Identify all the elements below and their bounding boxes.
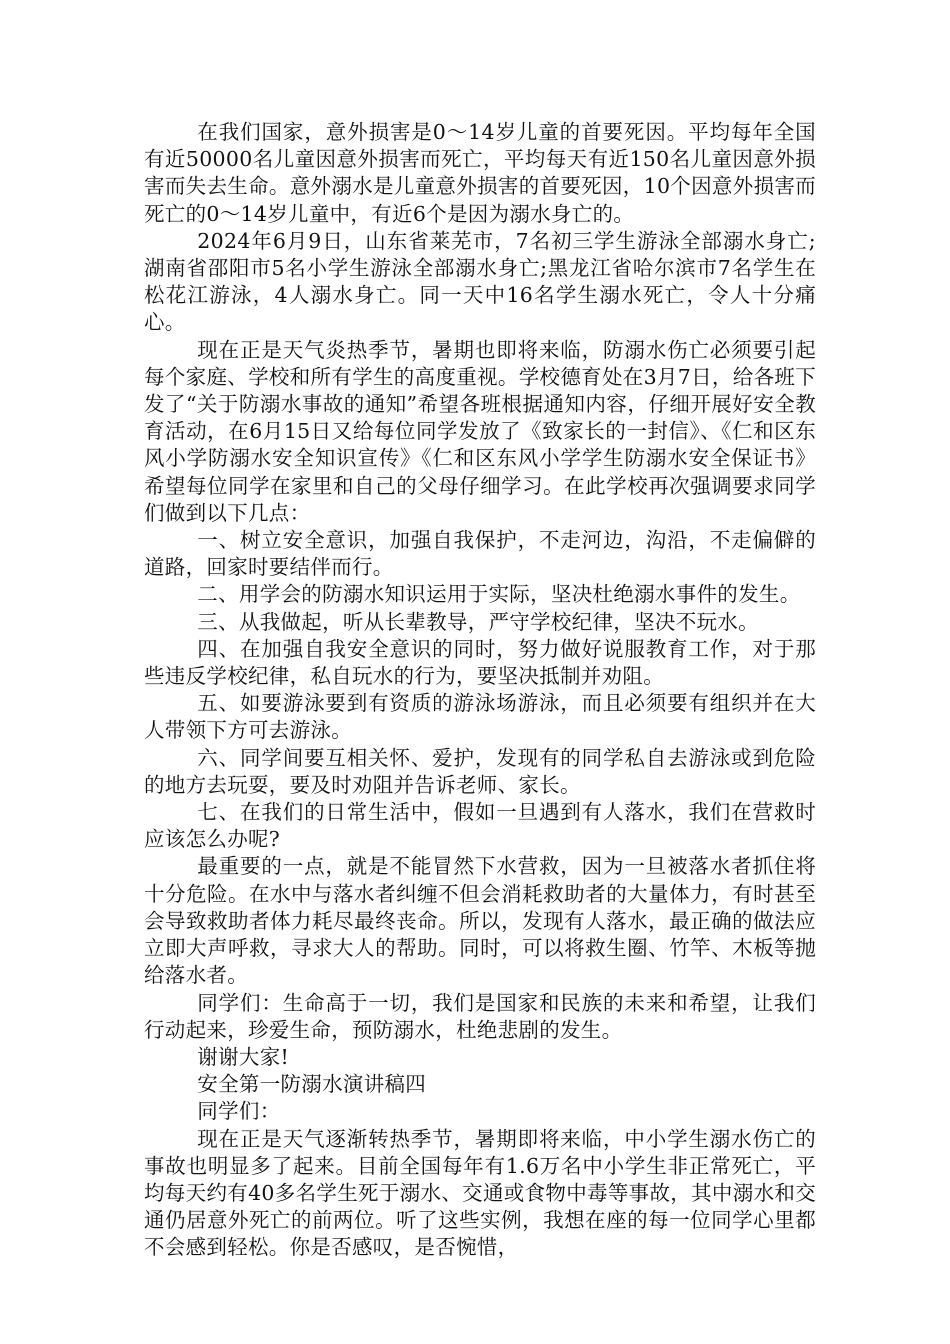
paragraph-rule-3: 三、从我做起，听从长辈教导，严守学校纪律，坚决不玩水。 <box>197 609 759 634</box>
paragraph-intro-statistics: 在我们国家，意外损害是0～14岁儿童的首要死因。平均每年全国有近50000名儿童因意外损害而死亡，平均每天有近150名儿童因意外损害而失去生命。意外溺水是儿童意外损害的首要死因，10个因意外损害而死亡的0～14岁儿童中，有近6个是因为溺水身亡的。 <box>144 120 816 226</box>
paragraph-greeting: 同学们： <box>197 1099 281 1124</box>
paragraph-thanks: 谢谢大家! <box>197 1044 290 1069</box>
paragraph-incident-report: 2024年6月9日，山东省莱芜市，7名初三学生游泳全部溺水身亡;湖南省邵阳市5名小学生游泳全部溺水身亡;黑龙江省哈尔滨市7名学生在松花江游泳，4人溺水身亡。同一天中16名学生溺水死亡，令人十分痛心。 <box>144 228 816 335</box>
document-page <box>144 119 816 1262</box>
section-heading: 安全第一防溺水演讲稿四 <box>197 1072 427 1097</box>
paragraph-rule-6: 六、同学间要互相关怀、爱护，发现有的同学私自去游泳或到危险的地方去玩耍，要及时劝阻并告诉老师、家长。 <box>144 745 816 797</box>
paragraph-rule-7: 七、在我们的日常生活中，假如一旦遇到有人落水，我们在营救时应该怎么办呢? <box>144 800 816 852</box>
paragraph-speech-four-body: 现在正是天气逐渐转热季节，暑期即将来临，中小学生溺水伤亡的事故也明显多了起来。目前全国每年有1.6万名中小学生非正常死亡，平均每天约有40多名学生死于溺水、交通或食物中毒等事故，其中溺水和交通仍居意外死亡的前两位。听了这些实例，我想在座的每一位同学心里都不会感到轻松。你是否感叹，是否惋惜， <box>144 1126 816 1260</box>
paragraph-closing-appeal: 同学们：生命高于一切，我们是国家和民族的未来和希望，让我们行动起来，珍爱生命，预防溺水，杜绝悲剧的发生。 <box>144 990 816 1042</box>
paragraph-rule-2: 二、用学会的防溺水知识运用于实际，坚决杜绝溺水事件的发生。 <box>197 582 801 607</box>
paragraph-rule-5: 五、如要游泳要到有资质的游泳场游泳，而且必须要有组织并在大人带领下方可去游泳。 <box>144 691 816 743</box>
paragraph-school-notice: 现在正是天气炎热季节，暑期也即将来临，防溺水伤亡必须要引起每个家庭、学校和所有学生的高度重视。学校德育处在3月7日，给各班下发了“关于防溺水事故的通知”希望各班根据通知内容，仔细开展好安全教育活动，在6月15日又给每位同学发放了《致家长的一封信》、《仁和区东风小学防溺水安全知识宣传》《仁和区东风小学学生防溺水安全保证书》希望每位同学在家里和自己的父母仔细学习。在此学校再次强调要求同学们做到以下几点： <box>144 337 816 525</box>
paragraph-rescue-advice: 最重要的一点，就是不能冒然下水营救，因为一旦被落水者抓住将十分危险。在水中与落水者纠缠不但会消耗救助者的大量体力，有时甚至会导致救助者体力耗尽最终丧命。所以，发现有人落水，最正确的做法应立即大声呼救，寻求大人的帮助。同时，可以将救生圈、竹竿、木板等抛给落水者。 <box>144 854 816 988</box>
paragraph-rule-4: 四、在加强自我安全意识的同时，努力做好说服教育工作，对于那些违反学校纪律，私自玩水的行为，要坚决抵制并劝阻。 <box>144 636 816 689</box>
paragraph-rule-1: 一、树立安全意识，加强自我保护，不走河边，沟沿，不走偏僻的道路，回家时要结伴而行。 <box>144 528 816 580</box>
